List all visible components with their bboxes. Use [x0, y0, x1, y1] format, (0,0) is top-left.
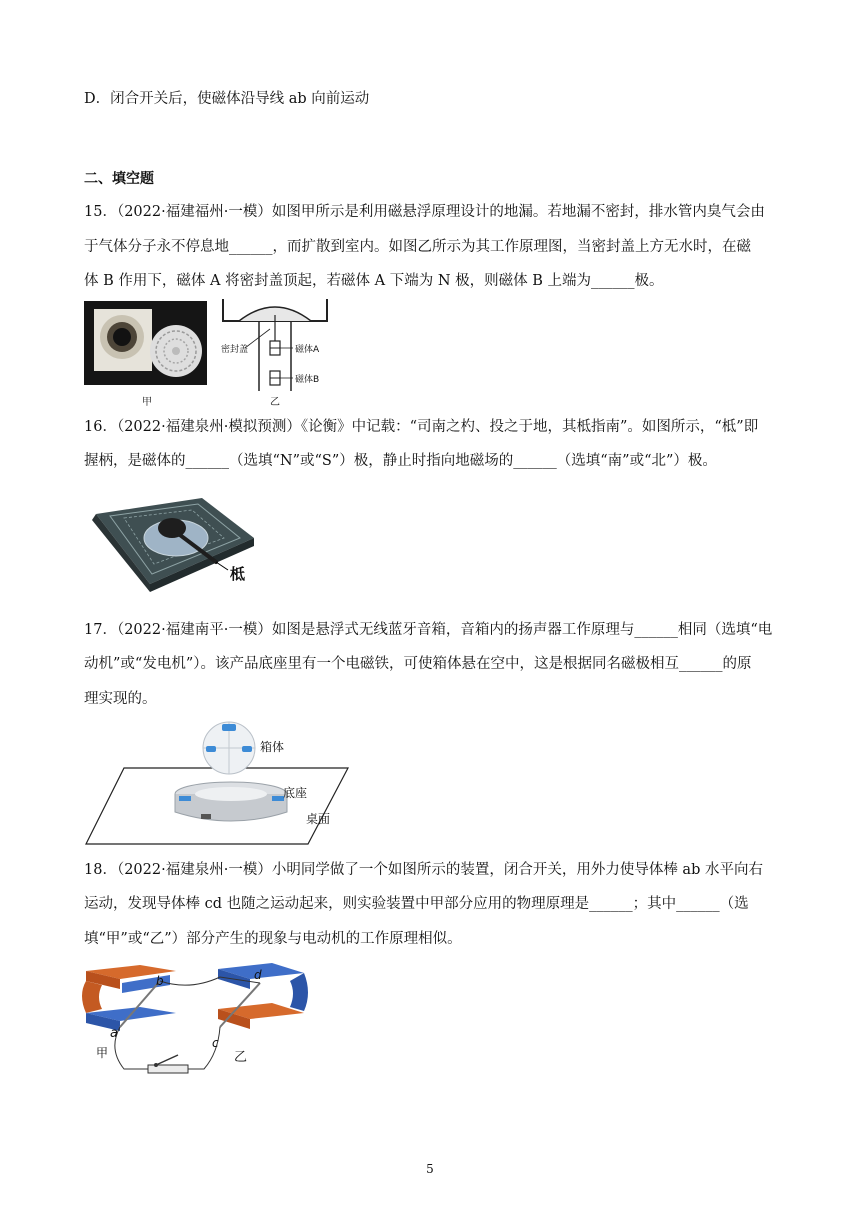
q17-line2: 动机”或“发电机”）。该产品底座里有一个电磁铁，可使箱体悬在空中，这是根据同名磁极相互______的原	[84, 656, 752, 672]
q16-line1: 16．（2022·福建泉州·模拟预测）《论衡》中记载：“司南之杓、投之于地，其柢指南”。如图所示，“柢”即	[84, 419, 759, 435]
q15-photo-floor-drain	[84, 301, 207, 385]
q15-fig-label-yi: 乙	[270, 397, 280, 408]
q15-line1: 15．（2022·福建福州·一模）如图甲所示是利用磁悬浮原理设计的地漏。若地漏不密封，排水管内臭气会由	[84, 204, 765, 220]
q18-label-b: b	[156, 974, 164, 988]
q18-line1: 18．（2022·福建泉州·一模）小明同学做了一个如图所示的装置，闭合开关，用外力使导体棒 ab 水平向右	[84, 862, 763, 878]
q16-label-di: 柢	[230, 565, 246, 583]
q18-line3: 填“甲”或“乙”）部分产生的现象与电动机的工作原理相似。	[84, 931, 462, 947]
section-title: 二、填空题	[84, 171, 154, 187]
option-d: D．闭合开关后，使磁体沿导线 ab 向前运动	[84, 91, 370, 107]
q17-label-box: 箱体	[260, 740, 285, 754]
q18-label-d: d	[254, 968, 262, 982]
page-number: 5	[426, 1162, 434, 1176]
q15-fig-label-jia: 甲	[142, 397, 152, 408]
q16-line2: 握柄，是磁体的______（选填“N”或“S”）极，静止时指向地磁场的______（选填“南”或“北”）极。	[84, 453, 717, 469]
q15-line2: 于气体分子永不停息地______，而扩散到室内。如图乙所示为其工作原理图，当密封盖上方无水时，在磁	[84, 239, 751, 255]
q17-image-levitating-speaker	[84, 720, 352, 846]
q18-line2: 运动，发现导体棒 cd 也随之运动起来，则实验装置中甲部分应用的物理原理是______；其中______（选	[84, 896, 749, 912]
q15-label-magnet-a: 磁体A	[295, 345, 320, 355]
q17-label-table: 桌面	[306, 812, 331, 826]
q15-label-seal: 密封盖	[221, 345, 249, 355]
q18-label-jia: 甲	[96, 1046, 109, 1060]
q17-label-base: 底座	[283, 786, 308, 800]
q18-label-a: a	[110, 1026, 118, 1041]
q18-label-yi: 乙	[234, 1050, 248, 1065]
q18-diagram-magnets-circuit	[80, 955, 310, 1081]
q15-line3: 体 B 作用下，磁体 A 将密封盖顶起，若磁体 A 下端为 N 极，则磁体 B 上端为______极。	[84, 273, 664, 289]
q18-label-c: c	[212, 1036, 219, 1050]
q15-label-magnet-b: 磁体B	[295, 375, 320, 385]
q17-line1: 17．（2022·福建南平·一模）如图是悬浮式无线蓝牙音箱，音箱内的扬声器工作原理与______相同（选填“电	[84, 622, 773, 638]
q17-line3: 理实现的。	[84, 691, 157, 707]
